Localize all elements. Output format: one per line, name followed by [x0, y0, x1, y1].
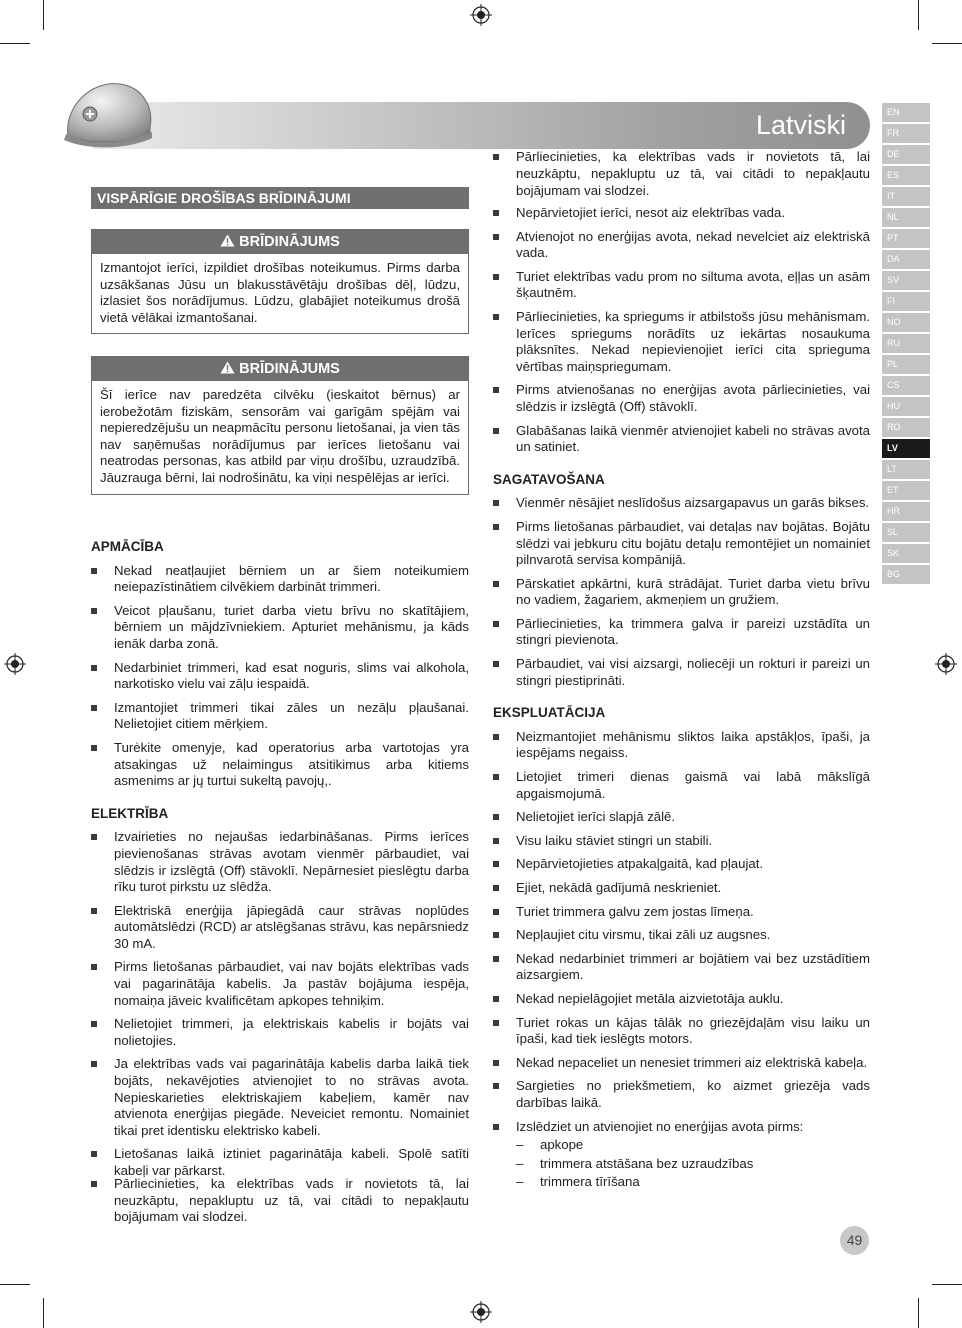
sub-list-item: – apkope — [493, 1137, 870, 1154]
right-column — [493, 149, 870, 1198]
continued-item — [91, 1176, 469, 1225]
list-item: Turėkite omenyje, kad operatorius arba vartotojas yra atsakingas už nelaimingus atsitikimus arba kitiems asmenims ar jų turtui sukeltą pavojų,. — [91, 740, 469, 790]
section-title-sagatavosana: SAGATAVOŠANA — [493, 471, 605, 487]
registration-mark-icon — [470, 1301, 492, 1323]
list-item: Vienmēr nēsājiet neslīdošus aizsargapavus un garās bikses. — [493, 495, 870, 512]
elektriba-list-continued — [493, 205, 870, 456]
list-item: Ja elektrības vads vai pagarinātāja kabelis darba laikā tiek bojāts, nekavējoties atvienojiet to no strāvas avota. Nepieskarieties elektriskajiem kabeļiem, kamēr nav atvienota enerģijas piegāde. Neveiciet remontu. Nomainiet tikai pret identisku elektrisko kabeli. — [91, 1056, 469, 1139]
registration-mark-icon — [4, 653, 26, 675]
ekspluatacija-list — [493, 729, 870, 1191]
lang-tab[interactable]: PT — [882, 229, 930, 248]
lang-tab[interactable]: ET — [882, 481, 930, 500]
list-item: Pārliecinieties, ka elektrības vads ir novietots tā, lai neuzkāptu, nepakluptu uz tā, vai citādi to nepakļautu bojājumam vai slodzei. — [91, 1176, 469, 1226]
helmet-icon — [62, 76, 154, 152]
list-item: Atvienojot no enerģijas avota, nekad nevelciet aiz elektriskā vada. — [493, 229, 870, 262]
sub-list-item: – trimmera tīrīšana — [493, 1174, 870, 1191]
list-item: Veicot pļaušanu, turiet darba vietu brīvu no skatītājiem, bērniem un mājdzīvniekiem. Apturiet mehānismu, ja kāds ienāk darba zonā. — [91, 603, 469, 653]
list-item: Pirms lietošanas pārbaudiet, vai detaļas nav bojātas. Bojātu slēdzi vai jebkuru citu bojātu detaļu remontējiet un nomainiet pilnvarotā servisa kompānijā. — [493, 519, 870, 569]
page-number: 49 — [840, 1226, 869, 1255]
lang-tab[interactable]: DA — [882, 250, 930, 269]
warning-title: BRĪDINĀJUMS — [239, 361, 340, 377]
list-item: Ejiet, nekādā gadījumā neskrieniet. — [493, 880, 870, 897]
warning-header — [92, 357, 468, 381]
warning-box — [91, 229, 469, 334]
sagatavosana-list — [493, 495, 870, 689]
crop-mark — [0, 43, 30, 44]
registration-mark-icon — [470, 4, 492, 26]
lang-tab[interactable]: ES — [882, 166, 930, 185]
list-item: Nedarbiniet trimmeri, kad esat noguris, slims vai alkohola, narkotisko vielu vai zāļu iespaidā. — [91, 660, 469, 693]
list-item: Glabāšanas laikā vienmēr atvienojiet kabeli no strāvas avota un satiniet. — [493, 423, 870, 456]
apmaciba-list — [91, 563, 469, 790]
list-item: Pārliecinieties, ka trimmera galva ir pareizi uzstādīta un stingri pievienota. — [493, 616, 870, 649]
list-item: Nekad nepielāgojiet metāla aizvietotāja auklu. — [493, 991, 870, 1008]
page-title: Latviski — [755, 110, 846, 140]
list-item: Lietošanas laikā iztiniet pagarinātāja kabeli. Spolē satīti kabeļi var pārkarst. — [91, 1146, 469, 1179]
list-item: Pārskatiet apkārtni, kurā strādājat. Turiet darba vietu brīvu no vadiem, žagariem, akmeņiem un gružiem. — [493, 576, 870, 609]
warning-text: Šī ierīce nav paredzēta cilvēku (ieskaitot bērnus) ar ierobežotām fiziskām, sensorām vai garīgām spējām vai nepieredzējušu un neapmācītu personu lietošanai, ja vien tās nav saņēmušas norādījumus par ierīces lietošanu vai neatrodas personas, kas atbild par viņu drošību, uzraudzībā. Jāuzrauga bērni, lai nodrošinātu, ka viņi nespēlējas ar ierīci. — [100, 387, 460, 485]
warning-title: BRĪDINĀJUMS — [239, 234, 340, 250]
lang-tab[interactable]: FR — [882, 124, 930, 143]
list-item: Nelietojiet ierīci slapjā zālē. — [493, 809, 870, 826]
lang-tab[interactable]: SK — [882, 544, 930, 563]
lang-tab[interactable]: RU — [882, 334, 930, 353]
list-item: Elektriskā enerģija jāpiegādā caur strāvas noplūdes automātslēdzi (RCD) ar atslēgšanas strāvu, kas nepārsniedz 30 mA. — [91, 903, 469, 953]
list-item: Nelietojiet trimmeri, ja elektriskais kabelis ir bojāts vai nolietojies. — [91, 1016, 469, 1049]
warning-header — [92, 230, 468, 254]
list-item: Nekad nedarbiniet trimmeri ar bojātiem vai bez uzstādītiem aizsargiem. — [493, 951, 870, 984]
lang-tab[interactable]: HR — [882, 502, 930, 521]
lang-tab[interactable]: LT — [882, 460, 930, 479]
list-item: Turiet elektrības vadu prom no siltuma avota, eļļas un asām šķautnēm. — [493, 269, 870, 302]
list-item: Pirms atvienošanas no enerģijas avota pārliecinieties, vai slēdzis ir izslēgtā (Off) stāvoklī. — [493, 382, 870, 415]
list-item-text: Izslēdziet un atvienojiet no enerģijas avota pirms: — [516, 1118, 804, 1134]
lang-tab[interactable]: NL — [882, 208, 930, 227]
list-item: Izvairieties no nejaušas iedarbināšanas. Pirms ierīces pievienošanas strāvas avotam vienmēr pārbaudiet, vai slēdzis ir izslēgtā (Off) stāvoklī. Nepārnesiet pieslēgtu darba rīku turot pirkstu uz slēdža. — [91, 829, 469, 895]
lang-tab[interactable]: EN — [882, 103, 930, 122]
list-item: Nepārvietojiet ierīci, nesot aiz elektrības vada. — [493, 205, 870, 222]
lang-tab[interactable]: RO — [882, 418, 930, 437]
list-item: Lietojiet trimeri dienas gaismā vai labā mākslīgā apgaismojumā. — [493, 769, 870, 802]
lang-tab[interactable]: FI — [882, 292, 930, 311]
crop-mark — [932, 43, 962, 44]
list-item: Visu laiku stāviet stingri un stabili. — [493, 833, 870, 850]
continued-item-tail — [493, 149, 870, 200]
lang-tab[interactable]: CS — [882, 376, 930, 395]
list-item: Nekad nepaceliet un nenesiet trimmeri aiz elektriskā kabeļa. — [493, 1055, 870, 1072]
list-item: Turiet rokas un kājas tālāk no griezējdaļām visu laiku un īpaši, kad tiek ieslēgts motors. — [493, 1015, 870, 1048]
header-band — [92, 102, 870, 149]
list-item: Turiet trimmera galvu zem jostas līmeņa. — [493, 904, 870, 921]
lang-tab[interactable]: SV — [882, 271, 930, 290]
list-item-continuation: Pārliecinieties, ka elektrības vads ir novietots tā, lai neuzkāptu, nepakluptu uz tā, vai citādi to nepakļautu bojājumam vai slodzei. — [493, 149, 870, 199]
crop-mark — [43, 0, 44, 30]
elektriba-list — [91, 829, 469, 1179]
list-item — [493, 1119, 870, 1191]
sub-list-item: – trimmera atstāšana bez uzraudzības — [493, 1156, 870, 1173]
list-item: Sargieties no priekšmetiem, ko aizmet griezēja vads darbības laikā. — [493, 1078, 870, 1111]
warning-box — [91, 356, 469, 495]
list-item: Pārbaudiet, vai visi aizsargi, noliecēji un rokturi ir pareizi un stingri piestiprināti. — [493, 656, 870, 689]
lang-tab[interactable]: HU — [882, 397, 930, 416]
section-title-apmaciba: APMĀCĪBA — [91, 539, 164, 554]
list-item: Nepārvietojieties atpakaļgaitā, kad pļaujat. — [493, 856, 870, 873]
crop-mark — [918, 1298, 919, 1328]
sub-list — [493, 1137, 870, 1191]
list-item: Pārliecinieties, ka spriegums ir atbilstošs jūsu mehānismam. Ierīces spriegums norādīts uz iekārtas nosaukuma plāksnītes. Nekad nepievienojiet ierīci cita sprieguma vērtības maiņspriegumam. — [493, 309, 870, 375]
list-item: Izmantojiet trimmeri tikai zāles un nezāļu pļaušanai. Nelietojiet citiem mērķiem. — [91, 700, 469, 733]
warning-text: Izmantojot ierīci, izpildiet drošības noteikumus. Pirms darba uzsākšanas Jūsu un blakusstāvētāju drošības dēļ, lūdzu, izlasiet šos norādījumus. Lūdzu, glabājiet noteikumus drošā vietā vēlākai izmantošanai. — [100, 260, 460, 325]
warning-triangle-icon — [220, 234, 235, 247]
warning-triangle-icon — [220, 361, 235, 374]
lang-tab[interactable]: PL — [882, 355, 930, 374]
list-item: Nepļaujiet citu virsmu, tikai zāli uz augsnes. — [493, 927, 870, 944]
section-title-ekspluatacija: EKSPLUATĀCIJA — [493, 705, 606, 721]
crop-mark — [918, 0, 919, 30]
lang-tab[interactable]: NO — [882, 313, 930, 332]
list-item: Neizmantojiet mehānismu sliktos laika apstākļos, īpaši, ja iespējams negaiss. — [493, 729, 870, 762]
lang-tab[interactable]: SL — [882, 523, 930, 542]
crop-mark — [932, 1284, 962, 1285]
left-column — [91, 539, 469, 1187]
main-heading: VISPĀRĪGIE DROŠĪBAS BRĪDINĀJUMI — [91, 187, 469, 209]
list-item: Nekad neatļaujiet bērniem un ar šiem noteikumiem neiepazīstinātiem cilvēkiem darbināt trimmeri. — [91, 563, 469, 596]
crop-mark — [43, 1298, 44, 1328]
list-item: Pirms lietošanas pārbaudiet, vai nav bojāts elektrības vads vai pagarinātāja kabelis. Ja pastāv bojājuma iespēja, nomaiņa jāveic kvalificētam apkopes tehniķim. — [91, 959, 469, 1009]
lang-tab[interactable]: IT — [882, 187, 930, 206]
registration-mark-icon — [935, 653, 957, 675]
lang-tab-active[interactable]: LV — [882, 439, 930, 458]
crop-mark — [0, 1284, 30, 1285]
section-title-elektriba: ELEKTRĪBA — [91, 805, 169, 821]
lang-tab[interactable]: DE — [882, 145, 930, 164]
lang-tab[interactable]: BG — [882, 565, 930, 584]
